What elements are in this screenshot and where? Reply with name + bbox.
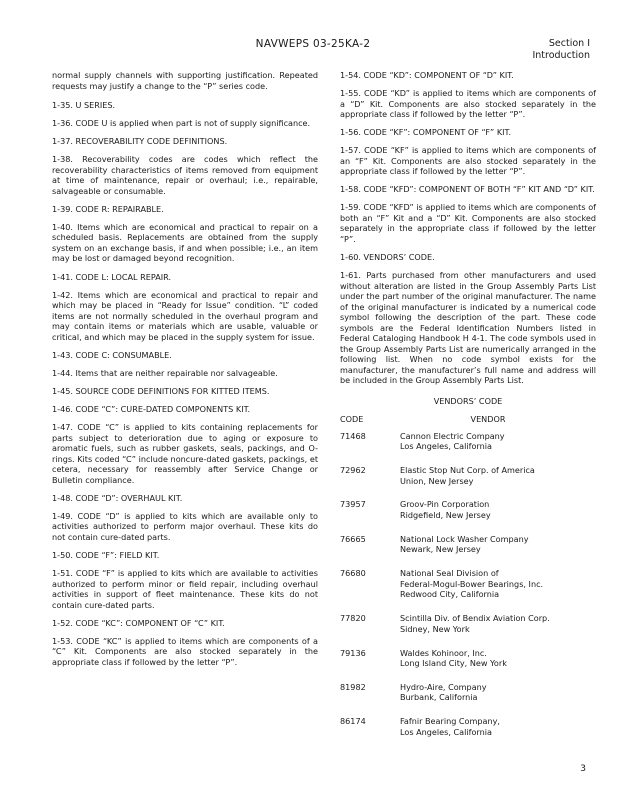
paragraph-heading: 1-37. RECOVERABILITY CODE DEFINITIONS. — [52, 136, 228, 147]
vendor-row — [340, 716, 596, 737]
vendor-code: 72962 — [340, 465, 366, 476]
vendors-table — [340, 431, 596, 738]
paragraph: 1-53. CODE “KC” is applied to items which are components of a “C” Kit. Components are also stocked separately in the appropriate class if followed by the letter “P”. — [52, 635, 318, 667]
section-header — [532, 38, 590, 62]
vendor-row — [340, 648, 596, 669]
paragraph: 1-51. CODE “F” is applied to kits which are available to activities authorized to perform minor or field repair, including overhaul activities in support of fleet maintenance. These kits do not contain cure-dated parts. — [52, 568, 318, 610]
vendor-row — [340, 682, 596, 703]
vendor-name: Scintilla Div. of Bendix Aviation Corp. Sidney, New York — [400, 613, 550, 634]
paragraph: 1-59. CODE “KFD” is applied to items which are components of both an “F” Kit and a “D” Kit. Components are also stocked separately in the appropriate class if followed by the letter “P”. — [340, 202, 596, 244]
vendor-row — [340, 613, 596, 634]
vendor-code: 77820 — [340, 613, 366, 624]
vendor-code: 79136 — [340, 647, 366, 658]
paragraph: 1-55. CODE “KD” is applied to items which are components of a “D” Kit. Components are also stocked separately in the appropriate class if followed by the letter “P”. — [340, 88, 596, 120]
vendors-table-header — [340, 414, 596, 425]
left-column — [52, 70, 318, 675]
vendor-name: Cannon Electric Company Los Angeles, California — [400, 430, 505, 452]
vendor-row — [340, 568, 596, 600]
vendor-code: 86174 — [340, 716, 366, 727]
page-number: 3 — [580, 764, 586, 774]
paragraph-heading: 1-50. CODE “F”: FIELD KIT. — [52, 549, 160, 560]
paragraph: 1-38. Recoverability codes are codes which reflect the recoverability characteristics of items removed from equipment at time of maintenance, repair or overhaul; i.e., repairable, salvageable or consumable. — [52, 154, 318, 196]
paragraph-heading: 1-46. CODE “C”: CURE-DATED COMPONENTS KIT. — [52, 404, 251, 415]
document-number: NAVWEPS 03-25KA-2 — [255, 38, 371, 50]
vendor-code: 73957 — [340, 499, 366, 510]
vendor-row — [340, 431, 596, 452]
paragraph-heading: 1-45. SOURCE CODE DEFINITIONS FOR KITTED ITEMS. — [52, 385, 270, 396]
paragraph-heading: 1-60. VENDORS’ CODE. — [340, 252, 435, 263]
vendor-name: National Lock Washer Company Newark, New Jersey — [400, 533, 529, 555]
vendors-code-title: VENDORS’ CODE — [433, 395, 503, 406]
vendor-name: National Seal Division of Federal-Mogul-Bower Bearings, Inc. Redwood City, California — [400, 568, 544, 600]
paragraph: 1-61. Parts purchased from other manufacturers and used without alteration are listed in the Group Assembly Parts List under the part number of the original manufacturer. The name of the original manufacturer is indicated by a numerical code symbol following the description of the part. These code symbols are the Federal Identification Numbers listed in Federal Cataloging Handbook H 4-1. The code symbols used in the Group Assembly Parts List are numerically arranged in the following list. When no code symbol exists for the manufacturer, the manufacturer’s full name and address will be included in the Group Assembly Parts List. — [340, 270, 596, 386]
vendor-name: Elastic Stop Nut Corp. of America Union, New Jersey — [400, 465, 535, 486]
paragraph-heading: 1-54. CODE “KD”: COMPONENT OF “D” KIT. — [340, 70, 514, 80]
paragraph: 1-36. CODE U is applied when part is not of supply significance. — [52, 118, 311, 129]
section-label: Section I — [548, 38, 590, 49]
paragraph-heading: 1-41. CODE L: LOCAL REPAIR. — [52, 271, 172, 282]
code-column-header: CODE — [340, 414, 364, 425]
paragraph-heading: 1-43. CODE C: CONSUMABLE. — [52, 349, 172, 360]
paragraph-heading: 1-58. CODE “KFD”: COMPONENT OF BOTH “F” KIT AND “D” KIT. — [340, 184, 595, 195]
paragraph-heading: 1-48. CODE “D”: OVERHAUL KIT. — [52, 492, 183, 503]
right-paragraphs — [340, 70, 596, 386]
paragraph: 1-49. CODE “D” is applied to kits which are available only to activities authorized to perform major overhaul. These kits do not contain cure-dated parts. — [52, 510, 318, 542]
paragraph-heading: 1-39. CODE R: REPAIRABLE. — [52, 203, 164, 214]
vendor-code: 76680 — [340, 568, 366, 579]
vendor-code: 71468 — [340, 430, 366, 441]
vendor-row — [340, 465, 596, 486]
vendor-code: 81982 — [340, 681, 366, 692]
paragraph-heading: 1-35. U SERIES. — [52, 100, 116, 110]
vendor-name: Hydro-Aire, Company Burbank, California — [400, 681, 487, 703]
section-title: Introduction — [532, 50, 590, 61]
paragraph: 1-42. Items which are economical and practical to repair and which may be placed in “Ready for Issue” condition. “L” coded items are not normally scheduled in the overhaul program and may contain items or materials which are usable, valuable or critical, and which may be placed in the supply system for issue. — [52, 289, 318, 342]
paragraph-heading: 1-52. CODE “KC”: COMPONENT OF “C” KIT. — [52, 617, 225, 628]
paragraph-heading: 1-56. CODE “KF”: COMPONENT OF “F” KIT. — [340, 127, 512, 138]
right-column — [340, 70, 596, 751]
vendor-code: 76665 — [340, 533, 366, 544]
vendor-name: Waldes Kohinoor, Inc. Long Island City, New York — [400, 647, 507, 668]
paragraph: normal supply channels with supporting justification. Repeated requests may justify a change to the “P” series code. — [52, 70, 318, 91]
vendor-column-header: VENDOR — [470, 414, 506, 425]
paragraph: 1-57. CODE “KF” is applied to items which are components of an “F” Kit. Components are also stocked separately in the appropriate class if followed by the letter “P”. — [340, 145, 596, 177]
paragraph: 1-40. Items which are economical and practical to repair on a scheduled basis. Replacements are obtained from the supply system on an exchange basis, if and when possible; i.e., an item may be lost or damaged beyond recognition. — [52, 221, 318, 264]
vendor-row — [340, 499, 596, 520]
vendor-row — [340, 534, 596, 555]
vendor-name: Fafnir Bearing Company, Los Angeles, California — [400, 716, 500, 737]
paragraph: 1-47. CODE “C” is applied to kits containing replacements for parts subject to deterioration due to aging or exposure to aromatic fuels, such as rubber gaskets, seals, packings, and O-rings. Kits coded “C” include noncure-dated gaskets, packings, et cetera, necessary for reassembly after Service Change or Bulletin compliance. — [52, 422, 318, 485]
vendor-name: Groov-Pin Corporation Ridgefield, New Jersey — [400, 499, 491, 520]
paragraph: 1-44. Items that are neither repairable nor salvageable. — [52, 367, 278, 378]
